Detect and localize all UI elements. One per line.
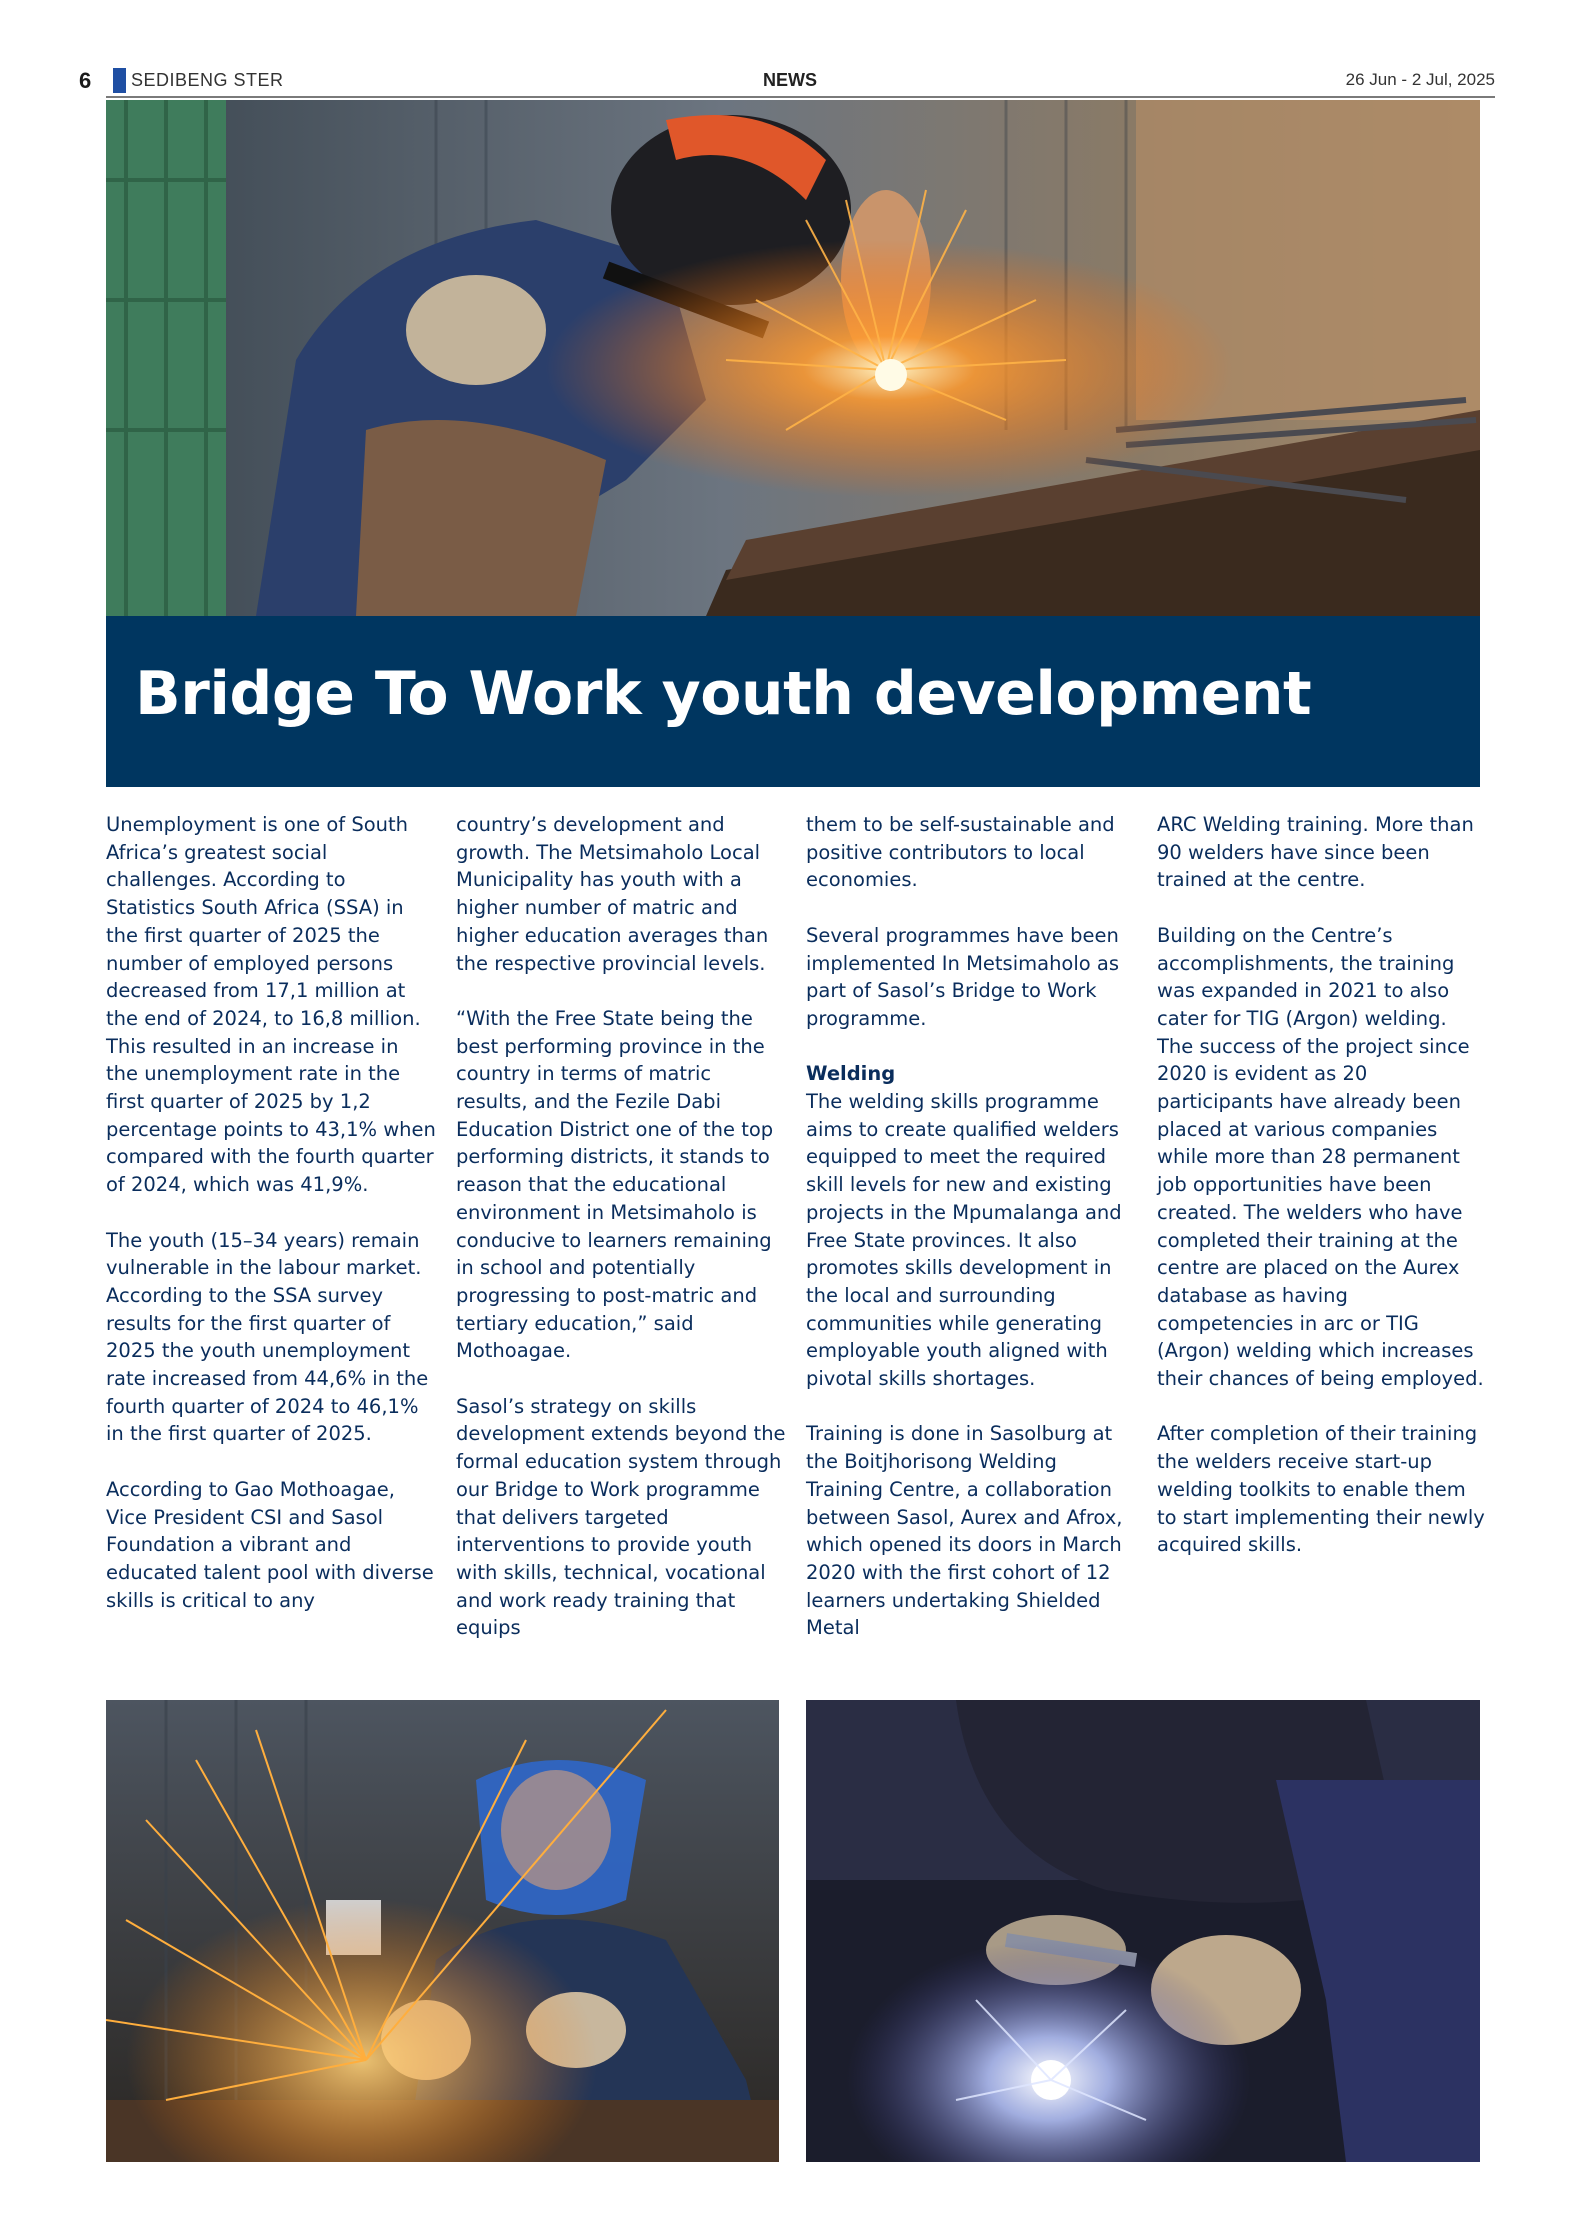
paragraph: After completion of their training the welders receive start-up welding toolkits to enable them to start implementing their newly acquired skills. [1157,1422,1485,1557]
publication-name: SEDIBENG STER [131,70,284,90]
paragraph: ARC Welding training. More than 90 welders have since been trained at the centre. [1157,813,1474,892]
grinding-photo [106,1700,779,2162]
article-column-2 [456,811,786,1642]
paragraph: The welding skills programme aims to create qualified welders equipped to meet the required skill levels for new and existing projects in the Mpumalanga and Free State provinces. It also promotes skills development in the local and surrounding communities while generating employable youth aligned with pivotal skills shortages. [806,1090,1122,1391]
header-rule [106,96,1495,98]
hero-welding-photo [106,100,1480,616]
title-band [106,616,1480,787]
subheading-welding: Welding [806,1062,896,1086]
paragraph: “With the Free State being the best performing province in the country in terms of matric results, and the Fezile Dabi Education District one of the top performing districts, it stands to reason that the educational environment in Metsimaholo is conducive to learners remaining in school and potentially progressing to post-matric and tertiary education,” said Mothoagae. [456,1006,774,1363]
article-title: Bridge To Work youth development [135,659,1312,729]
issue-date: 26 Jun - 2 Jul, 2025 [1345,70,1495,89]
section-label: NEWS [763,70,817,90]
paragraph: them to be self-sustainable and positive contributors to local economies. [806,813,1115,892]
paragraph: Building on the Centre’s accomplishments, the training was expanded in 2021 to also cater for TIG (Argon) welding. The success of the project since 2020 is evident as 20 participants have already been placed at various companies while more than 28 permanent job opportunities have been created. The welders who have completed their training at the centre are placed on the Aurex database as having competencies in arc or TIG (Argon) welding which increases their chances of being employed. [1157,923,1484,1391]
page-number: 6 [79,68,92,93]
paragraph: The youth (15–34 years) remain vulnerable in the labour market. According to the SSA survey results for the first quarter of 2025 the youth unemployment rate increased from 44,6% in the fourth quarter of 2024 to 46,1% in the first quarter of 2025. [106,1228,429,1446]
paragraph: According to Gao Mothoagae, Vice President CSI and Sasol Foundation a vibrant and educated talent pool with diverse skills is critical to any [106,1477,434,1612]
arc-welding-photo [806,1700,1480,2162]
article-column-3 [806,811,1136,1642]
article-column-4 [1157,811,1487,1559]
paragraph: Training is done in Sasolburg at the Boitjhorisong Welding Training Centre, a collaboration between Sasol, Aurex and Afrox, which opened its doors in March 2020 with the first cohort of 12 learners undertaking Shielded Metal [806,1422,1123,1640]
paragraph: Unemployment is one of South Africa’s greatest social challenges. According to Statistics South Africa (SSA) in the first quarter of 2025 the number of employed persons decreased from 17,1 million at the end of 2024, to 16,8 million. This resulted in an increase in the unemployment rate in the first quarter of 2025 by 1,2 percentage points to 43,1% when compared with the fourth quarter of 2024, which was 41,9%. [106,813,436,1197]
paragraph: Several programmes have been implemented In Metsimaholo as part of Sasol’s Bridge to Work programme. [806,923,1120,1030]
paragraph: country’s development and growth. The Metsimaholo Local Municipality has youth with a higher number of matric and higher education averages than the respective provincial levels. [456,813,769,975]
paragraph: Sasol’s strategy on skills development extends beyond the formal education system through our Bridge to Work programme that delivers targeted interventions to provide youth with skills, technical, vocational and work ready training that equips [456,1394,786,1640]
header-accent-bar [113,68,126,93]
article-column-1 [106,811,436,1614]
